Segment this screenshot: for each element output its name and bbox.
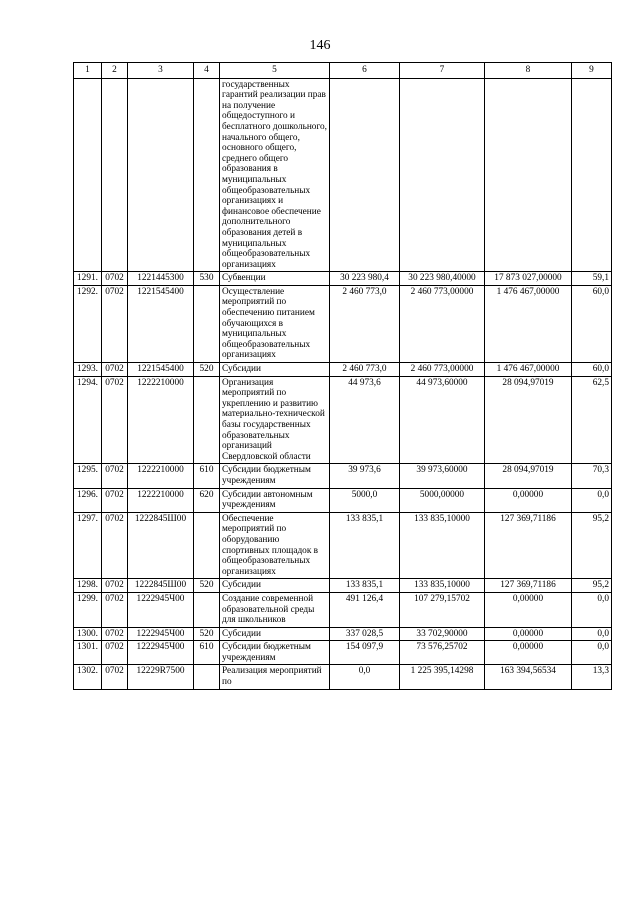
table-row (74, 512, 612, 579)
section-code-cell: 0702 (102, 376, 128, 464)
executed-amount-cell: 1 476 467,00000 (485, 285, 572, 362)
expense-kind-cell (194, 592, 220, 627)
item-name-cell: Субвенции (220, 272, 330, 286)
header-cell-9: 9 (572, 63, 612, 79)
table-row (74, 285, 612, 362)
adjusted-amount-cell: 2 460 773,00000 (400, 363, 485, 377)
adjusted-amount-cell: 33 702,90000 (400, 627, 485, 641)
item-name-cell: Обеспечение мероприятий по оборудованию спортивных площадок в общеобразовательных организациях (220, 512, 330, 579)
article-code-cell: 1222210000 (128, 488, 194, 512)
execution-percent-cell: 59,1 (572, 272, 612, 286)
adjusted-amount-cell: 5000,00000 (400, 488, 485, 512)
approved-amount-cell: 133 835,1 (330, 512, 400, 579)
article-code-cell: 1222945Ч00 (128, 592, 194, 627)
row-number-cell: 1301. (74, 641, 102, 665)
row-number-cell: 1300. (74, 627, 102, 641)
table-row (74, 363, 612, 377)
article-code-cell: 1222845Ш00 (128, 579, 194, 593)
table-row (74, 592, 612, 627)
executed-amount-cell: 0,00000 (485, 641, 572, 665)
header-cell-4: 4 (194, 63, 220, 79)
expense-kind-cell: 520 (194, 579, 220, 593)
approved-amount-cell: 491 126,4 (330, 592, 400, 627)
table-row (74, 488, 612, 512)
row-number-cell: 1299. (74, 592, 102, 627)
execution-percent-cell: 13,3 (572, 665, 612, 689)
header-cell-3: 3 (128, 63, 194, 79)
execution-percent-cell: 0,0 (572, 592, 612, 627)
executed-amount-cell: 0,00000 (485, 627, 572, 641)
article-code-cell: 1222210000 (128, 376, 194, 464)
item-name-cell: Субсидии бюджетным учреждениям (220, 641, 330, 665)
approved-amount-cell: 30 223 980,4 (330, 272, 400, 286)
executed-amount-cell: 127 369,71186 (485, 579, 572, 593)
table-row (74, 579, 612, 593)
expense-kind-cell: 520 (194, 363, 220, 377)
expense-kind-cell (194, 512, 220, 579)
header-cell-8: 8 (485, 63, 572, 79)
article-code-cell: 1222210000 (128, 464, 194, 488)
expense-kind-cell (194, 376, 220, 464)
table-row (74, 376, 612, 464)
row-number-cell: 1295. (74, 464, 102, 488)
executed-amount-cell: 0,00000 (485, 592, 572, 627)
article-code-cell: 1222945Ч00 (128, 627, 194, 641)
approved-amount-cell: 2 460 773,0 (330, 285, 400, 362)
adjusted-amount-cell: 133 835,10000 (400, 579, 485, 593)
continuation-text: государственных гарантий реализации прав на получение общедоступного и бесплатного дошкольного, начального общего, основного общего, среднего общего образования в муниципальных общеобразовательных организациях и финансовое обеспечение дополнительного образования детей в муниципальных общеобразовательных организациях (220, 78, 330, 272)
header-cell-7: 7 (400, 63, 485, 79)
execution-percent-cell: 60,0 (572, 363, 612, 377)
approved-amount-cell: 44 973,6 (330, 376, 400, 464)
header-row (74, 63, 612, 79)
section-code-cell: 0702 (102, 272, 128, 286)
adjusted-amount-cell: 1 225 395,14298 (400, 665, 485, 689)
expense-kind-cell (194, 285, 220, 362)
expense-kind-cell: 520 (194, 627, 220, 641)
execution-percent-cell: 95,2 (572, 579, 612, 593)
executed-amount-cell: 1 476 467,00000 (485, 363, 572, 377)
table-row (74, 665, 612, 689)
expense-kind-cell: 610 (194, 641, 220, 665)
table-row (74, 641, 612, 665)
approved-amount-cell: 0,0 (330, 665, 400, 689)
row-number-cell: 1293. (74, 363, 102, 377)
adjusted-amount-cell: 30 223 980,40000 (400, 272, 485, 286)
execution-percent-cell: 0,0 (572, 627, 612, 641)
section-code-cell: 0702 (102, 363, 128, 377)
approved-amount-cell: 5000,0 (330, 488, 400, 512)
section-code-cell: 0702 (102, 592, 128, 627)
item-name-cell: Субсидии бюджетным учреждениям (220, 464, 330, 488)
row-number-cell: 1302. (74, 665, 102, 689)
header-cell-1: 1 (74, 63, 102, 79)
executed-amount-cell: 163 394,56534 (485, 665, 572, 689)
item-name-cell: Субсидии (220, 363, 330, 377)
section-code-cell: 0702 (102, 464, 128, 488)
section-code-cell: 0702 (102, 627, 128, 641)
section-code-cell: 0702 (102, 285, 128, 362)
adjusted-amount-cell: 133 835,10000 (400, 512, 485, 579)
header-cell-6: 6 (330, 63, 400, 79)
table-row (74, 464, 612, 488)
article-code-cell: 1221545400 (128, 363, 194, 377)
header-cell-5: 5 (220, 63, 330, 79)
expense-kind-cell: 620 (194, 488, 220, 512)
row-number-cell: 1297. (74, 512, 102, 579)
section-code-cell: 0702 (102, 512, 128, 579)
section-code-cell: 0702 (102, 641, 128, 665)
expense-kind-cell (194, 665, 220, 689)
executed-amount-cell: 127 369,71186 (485, 512, 572, 579)
approved-amount-cell: 154 097,9 (330, 641, 400, 665)
execution-percent-cell: 0,0 (572, 488, 612, 512)
article-code-cell: 1222945Ч00 (128, 641, 194, 665)
execution-percent-cell: 95,2 (572, 512, 612, 579)
header-cell-2: 2 (102, 63, 128, 79)
row-number-cell: 1296. (74, 488, 102, 512)
item-name-cell: Субсидии (220, 579, 330, 593)
article-code-cell: 1221445300 (128, 272, 194, 286)
continuation-row (74, 78, 612, 272)
execution-percent-cell: 62,5 (572, 376, 612, 464)
item-name-cell: Субсидии (220, 627, 330, 641)
adjusted-amount-cell: 39 973,60000 (400, 464, 485, 488)
item-name-cell: Осуществление мероприятий по обеспечению питанием обучающихся в муниципальных общеобразовательных организациях (220, 285, 330, 362)
adjusted-amount-cell: 2 460 773,00000 (400, 285, 485, 362)
section-code-cell: 0702 (102, 579, 128, 593)
item-name-cell: Создание современной образовательной среды для школьников (220, 592, 330, 627)
approved-amount-cell: 133 835,1 (330, 579, 400, 593)
approved-amount-cell: 337 028,5 (330, 627, 400, 641)
row-number-cell: 1291. (74, 272, 102, 286)
approved-amount-cell: 39 973,6 (330, 464, 400, 488)
table-row (74, 627, 612, 641)
executed-amount-cell: 28 094,97019 (485, 376, 572, 464)
item-name-cell: Реализация мероприятий по (220, 665, 330, 689)
execution-percent-cell: 60,0 (572, 285, 612, 362)
article-code-cell: 1222845Ш00 (128, 512, 194, 579)
adjusted-amount-cell: 73 576,25702 (400, 641, 485, 665)
executed-amount-cell: 0,00000 (485, 488, 572, 512)
row-number-cell: 1292. (74, 285, 102, 362)
adjusted-amount-cell: 107 279,15702 (400, 592, 485, 627)
approved-amount-cell: 2 460 773,0 (330, 363, 400, 377)
article-code-cell: 12229R7500 (128, 665, 194, 689)
executed-amount-cell: 17 873 027,00000 (485, 272, 572, 286)
executed-amount-cell: 28 094,97019 (485, 464, 572, 488)
budget-table (73, 62, 612, 690)
item-name-cell: Субсидии автономным учреждениям (220, 488, 330, 512)
adjusted-amount-cell: 44 973,60000 (400, 376, 485, 464)
item-name-cell: Организация мероприятий по укреплению и развитию материально-технической базы государственных образовательных организаций Свердловской области (220, 376, 330, 464)
section-code-cell: 0702 (102, 488, 128, 512)
row-number-cell: 1298. (74, 579, 102, 593)
row-number-cell: 1294. (74, 376, 102, 464)
section-code-cell: 0702 (102, 665, 128, 689)
article-code-cell: 1221545400 (128, 285, 194, 362)
expense-kind-cell: 530 (194, 272, 220, 286)
page-number: 146 (309, 38, 331, 53)
table-row (74, 272, 612, 286)
expense-kind-cell: 610 (194, 464, 220, 488)
execution-percent-cell: 70,3 (572, 464, 612, 488)
execution-percent-cell: 0,0 (572, 641, 612, 665)
